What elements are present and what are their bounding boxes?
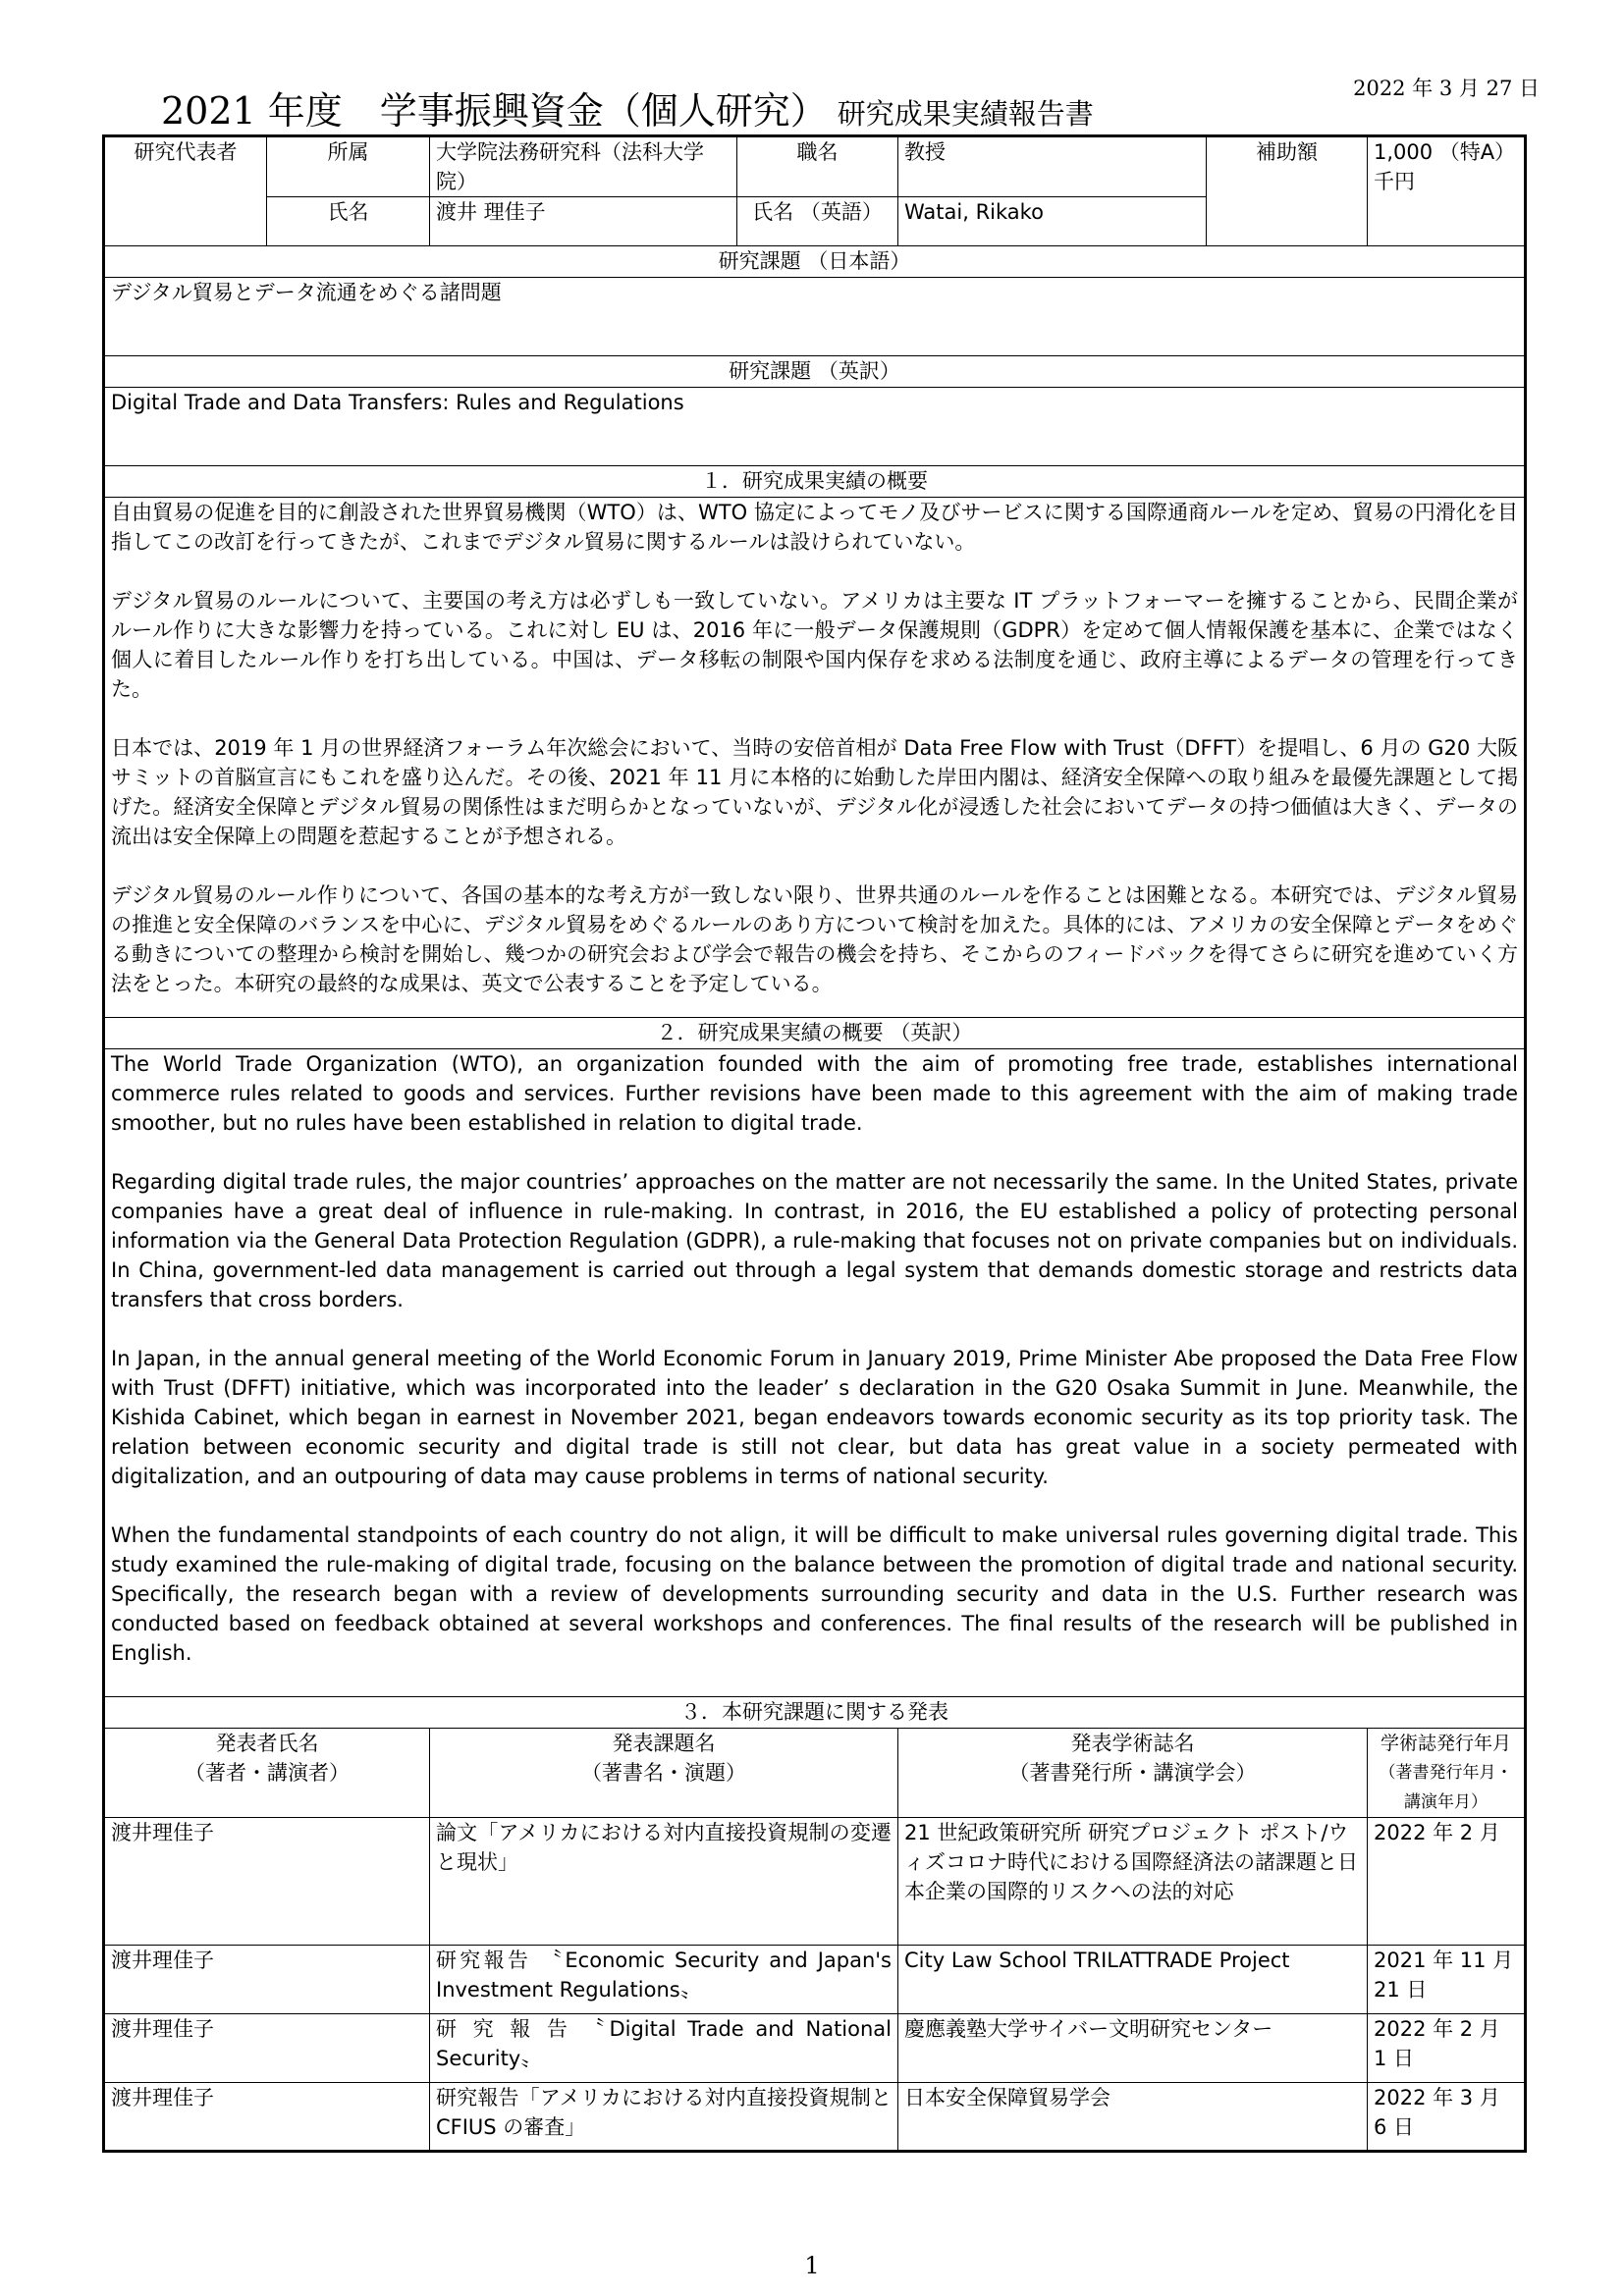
report-subtitle: 研究成果実績報告書: [837, 97, 1094, 131]
column-header-line: （著者・講演者）: [185, 1761, 350, 1785]
name-en-label: 氏名 （英語）: [737, 197, 898, 246]
presentation-author: 渡井理佳子: [104, 1946, 430, 2014]
column-header-line: 学術誌発行年月: [1380, 1733, 1511, 1754]
presentation-venue: 日本安全保障貿易学会: [898, 2083, 1368, 2152]
page-number: 1: [804, 2252, 820, 2279]
topic-en-heading: 研究課題 （英訳）: [104, 356, 1526, 388]
presentation-title: 論文「アメリカにおける対内直接投資規制の変遷と現状」: [430, 1818, 898, 1946]
presentation-author: 渡井理佳子: [104, 2083, 430, 2152]
position-value: 教授: [898, 136, 1207, 197]
presentation-author: 渡井理佳子: [104, 2014, 430, 2083]
name-en-value: Watai, Rikako: [898, 197, 1207, 246]
table-row: [104, 2083, 1526, 2152]
column-header-line: （著書発行所・講演学会）: [1008, 1761, 1257, 1785]
presentation-date: 2022 年 3 月 6 日: [1368, 2083, 1526, 2152]
column-header-line: （著書名・演題）: [581, 1761, 746, 1785]
column-header-title: [430, 1729, 898, 1818]
researcher-role-label: 研究代表者: [104, 136, 267, 246]
topic-en-value: Digital Trade and Data Transfers: Rules and Regulations: [104, 388, 1526, 466]
summary-en-paragraph: Regarding digital trade rules, the major countries’ approaches on the matter are not necessarily the same. In the United States, private companies have a great deal of influence in rule-making. In contrast, in 2016, the EU established a policy of protecting personal information via the General Data Protection Regulation (GDPR), a rule-making that focuses not on private companies but on individuals. In China, government-led data management is carried out through a legal system that demands domestic storage and restricts data transfers that cross borders.: [111, 1170, 1518, 1311]
presentation-title: 研究報告 〝Economic Security and Japan's Investment Regulations〟: [430, 1946, 898, 2014]
presentation-date: 2022 年 2 月 1 日: [1368, 2014, 1526, 2083]
column-header-venue: [898, 1729, 1368, 1818]
column-header-line: 発表者氏名: [215, 1732, 319, 1755]
table-row: [104, 1818, 1526, 1946]
presentations-heading: ３．本研究課題に関する発表: [104, 1697, 1526, 1729]
summary-en-heading: ２．研究成果実績の概要 （英訳）: [104, 1018, 1526, 1049]
presentation-author: 渡井理佳子: [104, 1818, 430, 1946]
summary-en-paragraph: The World Trade Organization (WTO), an organization founded with the aim of promoting free trade, establishes international commerce rules related to goods and services. Further revisions have been made to this agreement with the aim of making trade smoother, but no rules have been established in relation to digital trade.: [111, 1052, 1518, 1135]
grant-label: 補助額: [1207, 136, 1368, 246]
grant-value: 1,000 （特A）千円: [1368, 136, 1526, 246]
table-row: [104, 1946, 1526, 2014]
affiliation-label: 所属: [267, 136, 430, 197]
topic-jp-value: デジタル貿易とデータ流通をめぐる諸問題: [104, 278, 1526, 356]
presentation-venue: 慶應義塾大学サイバー文明研究センター: [898, 2014, 1368, 2083]
summary-jp-paragraph: 自由貿易の促進を目的に創設された世界貿易機関（WTO）は、WTO 協定によってモノ及びサービスに関する国際通商ルールを定め、貿易の円滑化を目指してこの改訂を行ってきたが、これまでデジタル貿易に関するルールは設けられていない。: [111, 501, 1518, 554]
topic-jp-heading: 研究課題 （日本語）: [104, 246, 1526, 278]
name-value: 渡井 理佳子: [430, 197, 737, 246]
summary-en-body: [104, 1049, 1526, 1697]
presentation-title: 研 究 報 告 〝Digital Trade and National Security〟: [430, 2014, 898, 2083]
presentation-title: 研究報告「アメリカにおける対内直接投資規制と CFIUS の審査」: [430, 2083, 898, 2152]
presentation-venue: 21 世紀政策研究所 研究プロジェクト ポスト/ウィズコロナ時代における国際経済法の諸課題と日本企業の国際的リスクへの法的対応: [898, 1818, 1368, 1946]
summary-jp-body: [104, 498, 1526, 1018]
summary-jp-paragraph: デジタル貿易のルールについて、主要国の考え方は必ずしも一致していない。アメリカは主要な IT プラットフォーマーを擁することから、民間企業がルール作りに大きな影響力を持っている。これに対し EU は、2016 年に一般データ保護規則（GDPR）を定めて個人情報保護を基本に、企業ではなく個人に着目したルール作りを打ち出している。中国は、データ移転の制限や国内保存を求める法制度を通じ、政府主導によるデータの管理を行ってきた。: [111, 589, 1518, 701]
affiliation-value: 大学院法務研究科（法科大学院）: [430, 136, 737, 197]
report-form-table: [102, 134, 1527, 2153]
column-header-line: 発表課題名: [612, 1732, 716, 1755]
table-row: [104, 2014, 1526, 2083]
column-header-date: [1368, 1729, 1526, 1818]
report-title-text: 2021 年度 学事振興資金（個人研究）: [161, 89, 828, 133]
presentation-venue: City Law School TRILATTRADE Project: [898, 1946, 1368, 2014]
summary-jp-paragraph: デジタル貿易のルール作りについて、各国の基本的な考え方が一致しない限り、世界共通のルールを作ることは困難となる。本研究では、デジタル貿易の推進と安全保障のバランスを中心に、デジタル貿易をめぐるルールのあり方について検討を加えた。具体的には、アメリカの安全保障とデータをめぐる動きについての整理から検討を開始し、幾つかの研究会および学会で報告の機会を持ち、そこからのフィードバックを得てさらに研究を進めていく方法をとった。本研究の最終的な成果は、英文で公表することを予定している。: [111, 883, 1518, 995]
presentation-date: 2021 年 11 月 21 日: [1368, 1946, 1526, 2014]
column-header-line: （著書発行年月・講演年月）: [1379, 1763, 1513, 1812]
summary-jp-heading: １．研究成果実績の概要: [104, 466, 1526, 498]
position-label: 職名: [737, 136, 898, 197]
report-title: [161, 80, 1094, 134]
summary-en-paragraph: In Japan, in the annual general meeting of the World Economic Forum in January 2019, Prime Minister Abe proposed the Data Free Flow with Trust (DFFT) initiative, which was incorporated into the leader’ s declaration in the G20 Osaka Summit in June. Meanwhile, the Kishida Cabinet, which began in earnest in November 2021, began endeavors towards economic security as its top priority task. The relation between economic security and digital trade is still not clear, but data has great value in a society permeated with digitalization, and an outpouring of data may cause problems in terms of national security.: [111, 1347, 1518, 1488]
summary-jp-paragraph: 日本では、2019 年 1 月の世界経済フォーラム年次総会において、当時の安倍首相が Data Free Flow with Trust（DFFT）を提唱し、6 月の G20 大阪サミットの首脳宣言にもこれを盛り込んだ。その後、2021 年 11 月に本格的に始動した岸田内閣は、経済安全保障への取り組みを最優先課題として掲げた。経済安全保障とデジタル貿易の関係性はまだ明らかとなっていないが、デジタル化が浸透した社会においてデータの持つ価値は大きく、データの流出は安全保障上の問題を惹起することが予想される。: [111, 736, 1518, 848]
column-header-line: 発表学術誌名: [1070, 1732, 1195, 1755]
summary-en-paragraph: When the fundamental standpoints of each country do not align, it will be difficult to make universal rules governing digital trade. This study examined the rule-making of digital trade, focusing on the balance between the promotion of digital trade and national security. Specifically, the research began with a review of developments surrounding security and data in the U.S. Further research was conducted based on feedback obtained at several workshops and conferences. The final results of the research will be published in English.: [111, 1523, 1518, 1665]
column-header-author: [104, 1729, 430, 1818]
report-date: 2022 年 3 月 27 日: [1353, 77, 1540, 100]
name-label: 氏名: [267, 197, 430, 246]
presentation-date: 2022 年 2 月: [1368, 1818, 1526, 1946]
